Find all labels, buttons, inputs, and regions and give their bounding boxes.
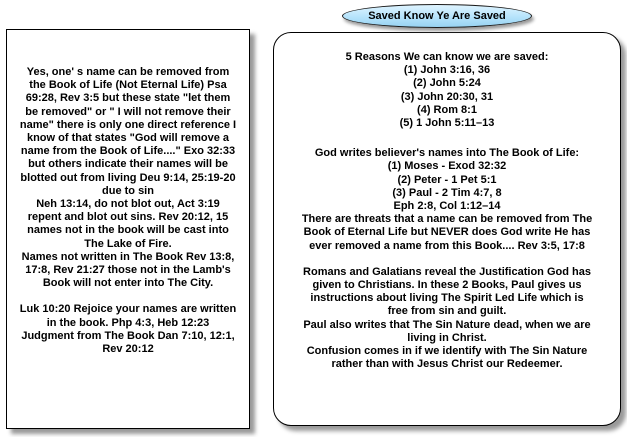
left-text-body [11, 66, 245, 356]
text-line: Rev 20:12 [102, 343, 154, 356]
text-line: 69:28, Rev 3:5 but these state "let them [25, 92, 231, 105]
text-line: (1) Moses - Exod 32:32 [387, 160, 507, 173]
text-line: There are threats that a name can be removed from The [301, 213, 593, 226]
text-line: (1) John 3:16, 36 [403, 64, 491, 77]
text-line: name" there is only one direct reference I [19, 118, 237, 131]
text-line: repent and blot out sins. Rev 20:12, 15 [27, 211, 229, 224]
text-line: Confusion comes in if we identify with The Sin Nature [306, 345, 588, 358]
text-line: but others indicate their names will be [28, 158, 228, 171]
text-line: (5) 1 John 5:11–13 [399, 117, 495, 130]
text-line: Neh 13:14, do not blot out, Act 3:19 [36, 198, 220, 211]
text-line: due to sin [102, 184, 154, 197]
paragraph-spacer [278, 130, 616, 143]
text-line: Paul also writes that The Sin Nature dead, when we are [303, 318, 591, 331]
text-line: The Lake of Fire. [84, 237, 172, 250]
text-line: the Book of Life (Not Eternal Life) Psa [29, 79, 227, 92]
text-line: in the book. Php 4:3, Heb 12:23 [46, 316, 210, 329]
text-line: Luk 10:20 Rejoice your names are written [19, 303, 237, 316]
text-line: blotted out from living Deu 9:14, 25:19-20 [20, 171, 236, 184]
text-line: 17:8, Rev 21:27 those not in the Lamb's [25, 264, 231, 277]
paragraph-spacer [278, 253, 616, 266]
right-text-body [278, 51, 616, 371]
text-line: (2) John 5:24 [413, 77, 481, 90]
paragraph-spacer [11, 290, 245, 303]
text-line: God writes believer's names into The Book of Life: [314, 147, 580, 160]
text-line: names not in the book will be cast into [27, 224, 229, 237]
text-line: (3) Paul - 2 Tim 4:7, 8 [392, 186, 502, 199]
title-banner: Saved Know Ye Are Saved [342, 4, 532, 28]
left-text-panel [6, 29, 250, 429]
text-line: (2) Peter - 1 Pet 5:1 [397, 173, 497, 186]
text-line: Book will not enter into The City. [42, 277, 214, 290]
text-line: Names not written in The Book Rev 13:8, [21, 250, 235, 263]
text-line: Eph 2:8, Col 1:12–14 [393, 200, 501, 213]
text-line: Yes, one' s name can be removed from [26, 66, 230, 78]
text-line: be removed" or " I will not remove their [25, 105, 231, 118]
text-line: (4) Rom 8:1 [417, 103, 477, 116]
text-line: given to Christians. In these 2 Books, Paul gives us [312, 279, 582, 292]
text-line: 5 Reasons We can know we are saved: [345, 51, 549, 63]
right-text-panel [273, 32, 621, 426]
text-line: Judgment from The Book Dan 7:10, 12:1, [21, 329, 235, 342]
text-line: (3) John 20:30, 31 [400, 90, 494, 103]
text-line: instructions about living The Spirit Led Life which is [310, 292, 584, 305]
text-line: rather than with Jesus Christ our Redeemer. [331, 358, 563, 371]
text-line: free from sin and guilt. [387, 305, 507, 318]
text-line: Romans and Galatians reveal the Justification God has [303, 265, 591, 278]
text-line: name from the Book of Life...." Exo 32:33 [20, 145, 236, 158]
text-line: know of that states "God will remove a [26, 132, 230, 145]
text-line: Book of Eternal Life but NEVER does God write He has [303, 226, 591, 239]
text-line: ever removed a name from this Book.... Rev 3:5, 17:8 [309, 239, 585, 252]
text-line: living in Christ. [407, 331, 487, 344]
